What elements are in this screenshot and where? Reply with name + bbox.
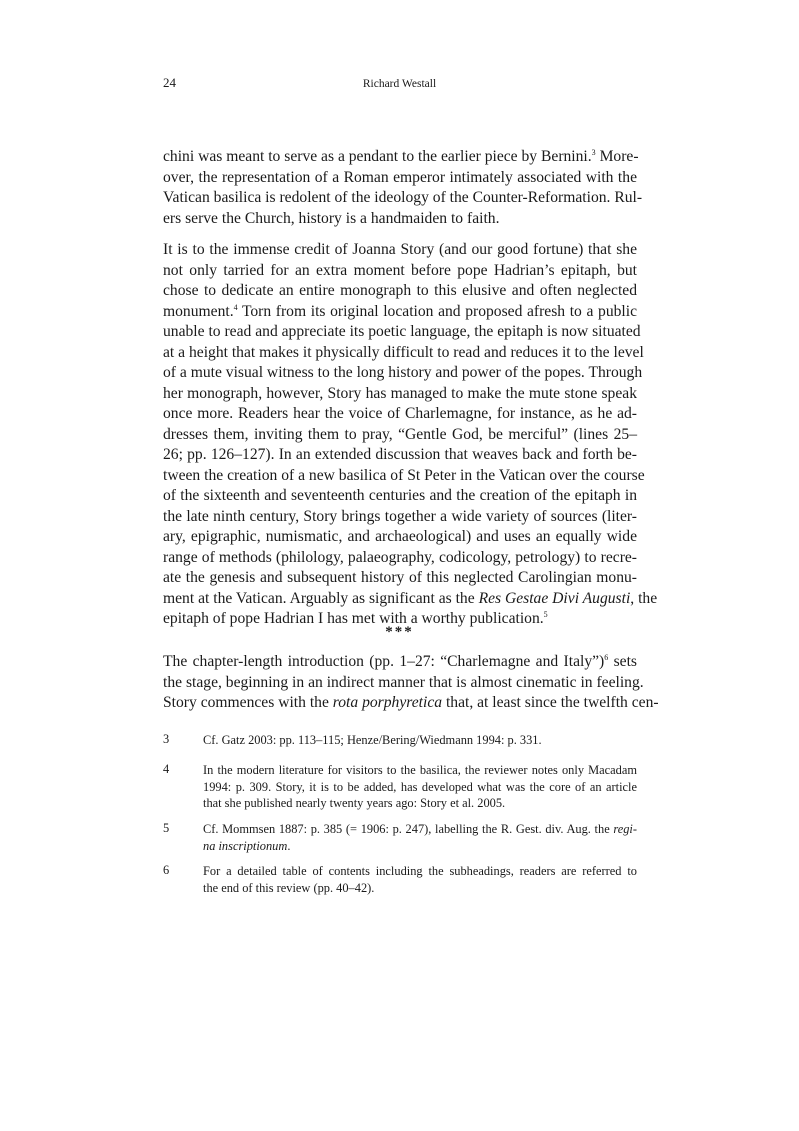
text-line [163, 188, 643, 209]
italic-text: Res Gestae Divi Augusti [478, 589, 631, 607]
text-segment: The chapter-length introduction (pp. 1–27: “Charlemagne and Italy”) [163, 653, 605, 670]
text-line [203, 732, 637, 749]
text-line [203, 821, 637, 838]
text-segment: chini was meant to serve as a pendant to the earlier piece by Bernini. [163, 148, 592, 165]
text-line [163, 404, 637, 425]
text-segment: that, at least since the twelfth cen- [442, 694, 659, 711]
text-line [203, 762, 637, 779]
text-segment: her monograph, however, Story has managed to make the mute stone speak [163, 384, 637, 402]
footnote-number: 6 [163, 863, 170, 877]
text-segment: the late ninth century, Story brings together a wide variety of sources (liter- [163, 507, 637, 525]
text-segment: Torn from its original location and proposed afresh to a public [237, 302, 637, 320]
text-line [163, 486, 637, 507]
text-segment: It is to the immense credit of Joanna Story (and our good fortune) that she [163, 241, 637, 258]
text-segment: once more. Readers hear the voice of Charlemagne, for instance, as he ad- [163, 405, 637, 422]
running-head: Richard Westall [362, 78, 437, 90]
text-line [163, 168, 637, 189]
footnote-reference[interactable]: 6 [604, 653, 609, 662]
footnote-text [203, 863, 637, 896]
footnote-text [203, 821, 637, 854]
footnote-number: 3 [163, 732, 170, 746]
text-segment: More- [595, 148, 639, 165]
text-segment: of the sixteenth and seventeenth centuries and the creation of the epitaph in [163, 487, 637, 504]
text-segment: tween the creation of a new basilica of St Peter in the Vatican over the course [163, 466, 645, 484]
text-segment: sets [608, 653, 637, 670]
text-segment: of a mute visual witness to the long history and power of the popes. Through [163, 364, 643, 381]
text-line [163, 363, 643, 384]
footnote-reference[interactable]: 4 [233, 302, 238, 312]
text-segment: , the [630, 589, 658, 607]
text-segment: Cf. Mommsen 1887: p. 385 (= 1906: p. 247), labelling the R. Gest. div. Aug. the [203, 822, 614, 836]
text-segment: range of methods (philology, palaeography, codicology, petrology) to recre- [163, 548, 637, 566]
text-segment: ate the genesis and subsequent history of this neglected Carolingian monu- [163, 569, 637, 586]
footnote-number: 5 [163, 821, 170, 835]
text-segment: ary, epigraphic, numismatic, and archaeological) and uses an equally wide [163, 528, 637, 545]
footnote-text [203, 762, 637, 812]
text-segment: ment at the Vatican. Arguably as significant as the [163, 589, 479, 607]
text-line [203, 779, 637, 796]
text-line [163, 589, 658, 610]
text-line [203, 880, 637, 897]
text-line [203, 863, 637, 880]
text-segment: Vatican basilica is redolent of the ideology of the Counter-Reformation. Rul- [163, 189, 643, 206]
text-segment: epitaph of pope Hadrian I has met with a worthy publication. [163, 610, 544, 627]
text-line [163, 425, 637, 446]
text-segment: . [287, 838, 291, 853]
footnote-reference[interactable]: 5 [543, 610, 548, 619]
text-segment: In the modern literature for visitors to the basilica, the reviewer notes only Macadam [203, 763, 637, 777]
text-line [163, 322, 641, 343]
text-segment: not only tarried for an extra moment before pope Hadrian’s epitaph, but [163, 261, 637, 279]
text-segment: 1994: p. 309. Story, it is to be added, has developed what was the core of an article [203, 779, 637, 794]
text-line [163, 466, 645, 487]
footnote-number: 4 [163, 762, 170, 776]
text-line [203, 795, 637, 812]
text-line [163, 240, 637, 261]
text-line [163, 673, 644, 694]
text-line [163, 507, 637, 528]
text-segment: at a height that makes it physically difficult to read and reduces it to the level [163, 343, 644, 361]
page-number: 24 [163, 75, 176, 90]
footnote-reference[interactable]: 3 [591, 148, 596, 157]
text-line [163, 693, 659, 714]
text-segment: monument. [163, 302, 234, 320]
text-segment: For a detailed table of contents including the subheadings, readers are referred to [203, 864, 637, 878]
paragraph-3 [163, 652, 659, 714]
text-segment: the end of this review (pp. 40–42). [203, 880, 375, 895]
text-segment: that she published nearly twenty years ago: Story et al. 2005. [203, 796, 506, 810]
italic-text: rota porphyretica [332, 694, 443, 711]
text-line [163, 302, 637, 323]
text-line [163, 652, 637, 673]
text-segment: dresses them, inviting them to pray, “Gentle God, be merciful” (lines 25– [163, 425, 637, 443]
text-line [163, 261, 637, 282]
text-segment: unable to read and appreciate its poetic language, the epitaph is now situated [163, 323, 641, 340]
text-line [163, 209, 637, 230]
footnote-text [203, 732, 637, 749]
italic-text: regi- [613, 822, 637, 836]
text-line [163, 568, 637, 589]
text-line [203, 838, 637, 855]
text-segment: Story commences with the [163, 694, 333, 711]
text-segment: 26; pp. 126–127). In an extended discussion that weaves back and forth be- [163, 446, 637, 463]
italic-text: na inscriptionum [203, 838, 288, 853]
text-line [163, 281, 637, 302]
text-segment: chose to dedicate an entire monograph to this elusive and often neglected [163, 282, 637, 299]
text-line [163, 384, 637, 405]
text-line [163, 343, 644, 364]
text-segment: over, the representation of a Roman emperor intimately associated with the [163, 168, 637, 186]
text-line [163, 548, 637, 569]
text-line [163, 147, 637, 168]
text-line [163, 527, 637, 548]
section-break: *** [385, 624, 414, 640]
text-line [163, 445, 637, 466]
text-segment: ers serve the Church, history is a handmaiden to faith. [163, 209, 500, 227]
text-segment: Cf. Gatz 2003: pp. 113–115; Henze/Bering/Wiedmann 1994: p. 331. [203, 733, 542, 747]
text-segment: the stage, beginning in an indirect manner that is almost cinematic in feeling. [163, 673, 644, 691]
paragraph-1 [163, 147, 643, 229]
paragraph-2 [163, 240, 658, 630]
